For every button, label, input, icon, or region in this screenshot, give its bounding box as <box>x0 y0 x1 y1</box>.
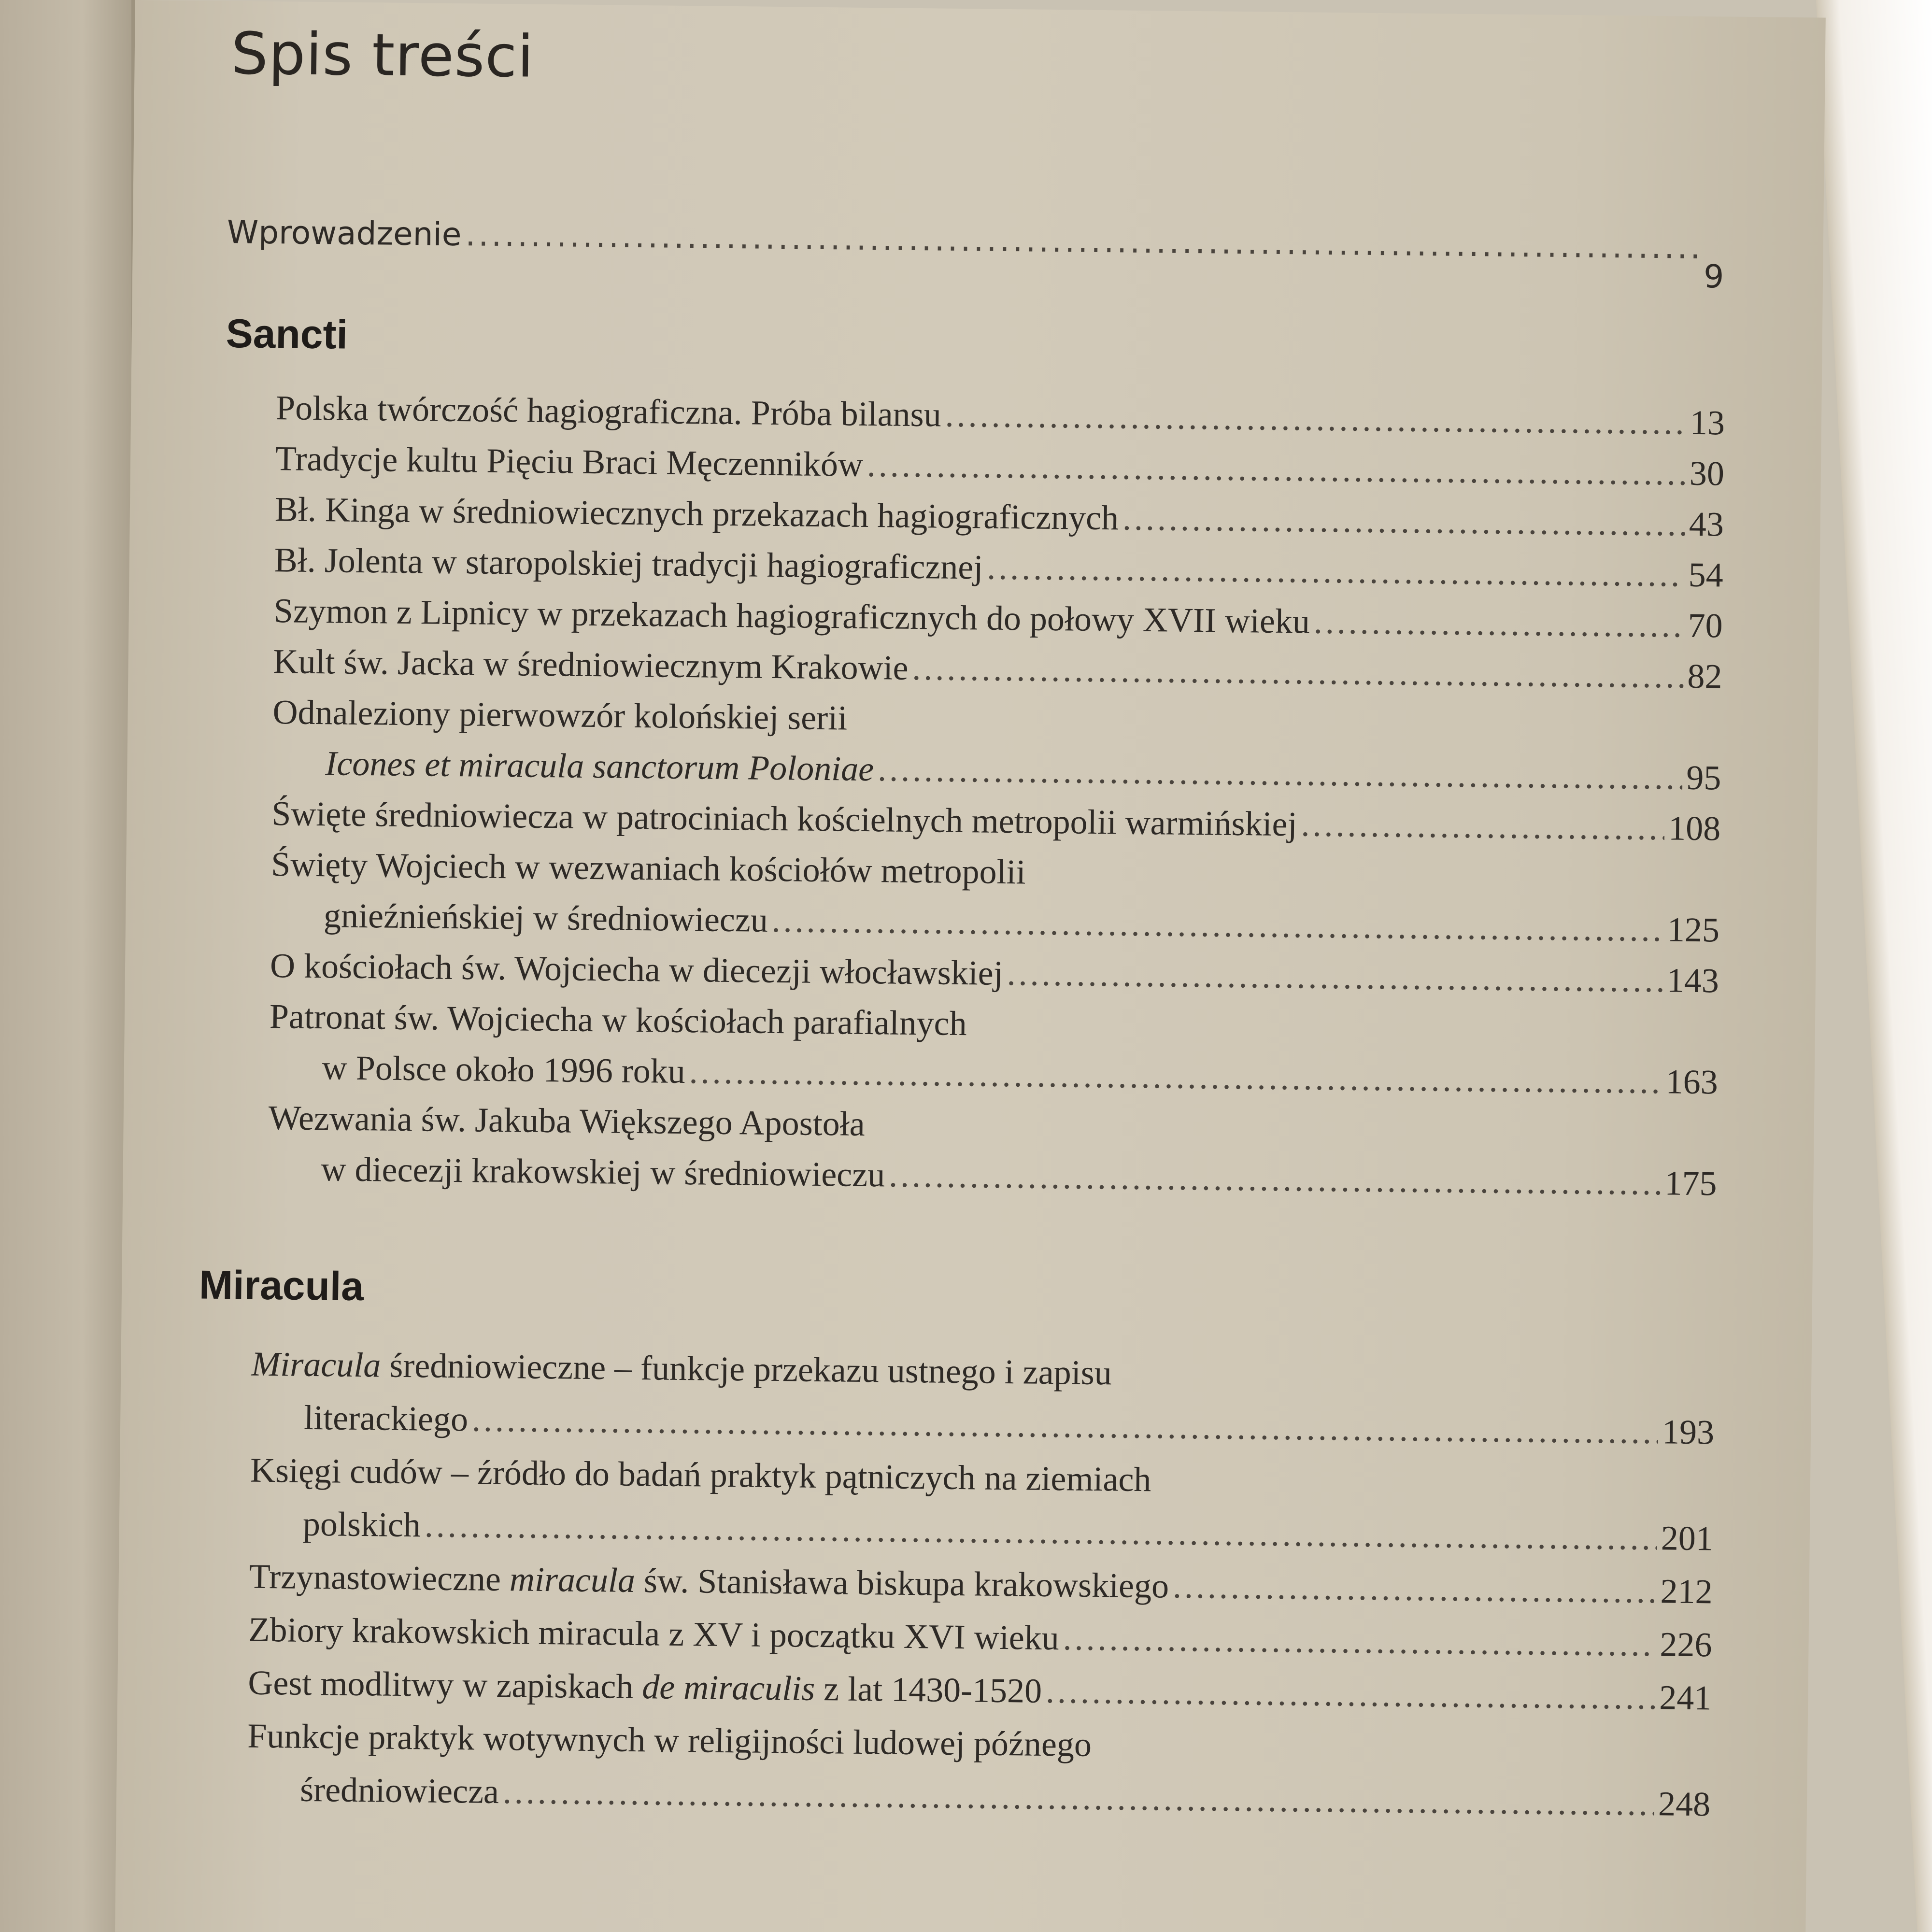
toc-entry-title: Bł. Kinga w średniowiecznych przekazach hagiograficznych <box>274 490 1119 538</box>
toc-entry <box>274 540 1723 595</box>
toc-entry-title-continued: literackiego <box>303 1398 469 1439</box>
dot-leader <box>472 1399 1659 1452</box>
toc-page-number: 241 <box>1659 1678 1712 1718</box>
toc-entry <box>273 591 1723 646</box>
dot-leader <box>1314 602 1685 646</box>
toc-entry-title: Funkcje praktyk wotywnych w religijności ludowej późnego <box>247 1716 1092 1764</box>
toc-page-number: 13 <box>1690 403 1725 442</box>
dot-leader <box>465 216 1700 266</box>
toc-entry-title: Święte średniowiecza w patrociniach kościelnych metropolii warmińskiej <box>271 794 1298 844</box>
dot-leader <box>987 548 1685 595</box>
toc-entry-title: Szymon z Lipnicy w przekazach hagiograficznych do połowy XVII wieku <box>273 591 1310 641</box>
toc-page-number: 175 <box>1664 1164 1717 1203</box>
dot-leader <box>1301 804 1664 848</box>
toc-entry-title-continued: Icones et miracula sanctorum Poloniae <box>325 744 874 789</box>
toc-entry <box>325 743 1721 798</box>
toc-entry <box>303 1504 1714 1559</box>
page-edge <box>1816 0 1932 1932</box>
toc-entry-title: O kościołach św. Wojciecha w diecezji włocławskiej <box>270 946 1004 993</box>
toc-entry-title: Polska twórczość hagiograficzna. Próba bilansu <box>275 388 942 434</box>
section-heading-sancti: Sancti <box>226 311 348 357</box>
toc-page-number: 125 <box>1667 910 1720 950</box>
toc-entry-title: Patronat św. Wojciecha w kościołach parafialnych <box>269 997 967 1043</box>
dot-leader <box>1122 498 1686 544</box>
toc-page-number: 70 <box>1688 606 1723 645</box>
dot-leader <box>771 900 1663 950</box>
toc-entry-title: Bł. Jolenta w staropolskiej tradycji hagiograficznej <box>274 540 983 587</box>
toc-entry <box>248 1610 1712 1665</box>
dot-leader <box>912 648 1684 696</box>
dot-leader <box>867 445 1686 494</box>
dot-leader <box>889 1155 1661 1203</box>
dot-leader <box>689 1051 1662 1102</box>
dot-leader <box>1046 1671 1656 1718</box>
toc-page-number: 201 <box>1661 1519 1714 1558</box>
dot-leader <box>1007 953 1663 1000</box>
toc-entry <box>276 388 1725 443</box>
toc-entry-title: Kult św. Jacka w średniowiecznym Krakowie <box>273 642 909 687</box>
book-page <box>115 0 1826 1932</box>
toc-page-number: 212 <box>1660 1572 1713 1611</box>
toc-entry-intro <box>227 213 1725 296</box>
toc-entry <box>304 1398 1715 1453</box>
toc-entry-title-text: średniowieczne – funkcje przekazu ustnego i zapisu <box>380 1346 1112 1392</box>
toc-entry-title-italic: Miracula <box>251 1344 381 1385</box>
toc-page-number: 95 <box>1686 758 1721 797</box>
toc-entry <box>275 489 1724 544</box>
toc-entry <box>248 1663 1712 1719</box>
toc-entry-title-text: Gest modlitwy w zapiskach <box>248 1663 642 1706</box>
toc-page-number: 54 <box>1688 555 1724 595</box>
toc-page-number: 82 <box>1687 656 1722 696</box>
toc-entry-title-text: św. Stanisława biskupa krakowskiego <box>635 1561 1169 1605</box>
toc-page-number: 163 <box>1665 1062 1719 1102</box>
toc-entry-title: Odnaleziony pierwowzór kolońskiej serii <box>272 693 848 738</box>
toc-entry-title-continued: średniowiecza <box>299 1770 499 1811</box>
toc-entry <box>271 794 1721 849</box>
toc-page-number: 9 <box>1703 258 1724 296</box>
toc-entry <box>275 439 1725 494</box>
page-title: Spis treści <box>231 20 535 91</box>
toc-page-number: 30 <box>1689 454 1725 493</box>
toc-entry-title-text: Trzynastowieczne <box>249 1557 510 1599</box>
toc-page-number: 193 <box>1662 1412 1715 1452</box>
toc-entry-title: Wprowadzenie <box>227 213 462 254</box>
toc-entry-title: Tradycje kultu Pięciu Braci Męczenników <box>275 439 864 484</box>
toc-entry-title <box>248 1663 1042 1711</box>
toc-entry-title <box>251 1344 1112 1393</box>
dot-leader <box>503 1772 1655 1824</box>
toc-page-number: 108 <box>1668 809 1721 848</box>
toc-entry-title-continued: w Polsce około 1996 roku <box>322 1048 686 1091</box>
toc-entry <box>249 1557 1713 1612</box>
toc-entry-title: Wezwania św. Jakuba Większego Apostoła <box>268 1098 866 1143</box>
toc-entry-title-italic: miracula <box>509 1560 636 1600</box>
dot-leader <box>945 395 1686 443</box>
dot-leader <box>1173 1566 1657 1611</box>
toc-entry-title-continued: gnieźnieńskiej w średniowieczu <box>323 896 768 939</box>
toc-entry-title-continued: w diecezji krakowskiej w średniowieczu <box>321 1150 885 1194</box>
toc-page-number: 226 <box>1660 1625 1712 1664</box>
toc-entry-title-continued: polskich <box>302 1504 421 1545</box>
dot-leader <box>425 1505 1658 1558</box>
dot-leader <box>1063 1618 1656 1664</box>
dot-leader <box>878 749 1683 797</box>
toc-entry-title: Święty Wojciech w wezwaniach kościołów metropolii <box>270 845 1026 892</box>
toc-entry <box>324 895 1720 950</box>
toc-entry <box>300 1770 1711 1825</box>
toc-entry <box>270 946 1719 1001</box>
toc-page-number: 248 <box>1658 1784 1711 1824</box>
toc-entry <box>273 641 1722 696</box>
toc-entry-title <box>249 1557 1169 1606</box>
book-binding <box>0 0 138 1932</box>
toc-entry <box>321 1149 1717 1204</box>
toc-entry-title: Zbiory krakowskich miracula z XV i początku XVI wieku <box>248 1610 1060 1658</box>
toc-entry-title-text: z lat 1430-1520 <box>814 1669 1042 1710</box>
section-heading-miracula: Miracula <box>199 1262 364 1309</box>
toc-entry-title-italic: de miraculis <box>641 1667 815 1708</box>
toc-page-number: 43 <box>1689 504 1724 544</box>
toc-entry <box>322 1048 1718 1102</box>
toc-entry-title: Księgi cudów – źródło do badań praktyk pątniczych na ziemiach <box>250 1450 1151 1499</box>
toc-page-number: 143 <box>1666 961 1719 1000</box>
